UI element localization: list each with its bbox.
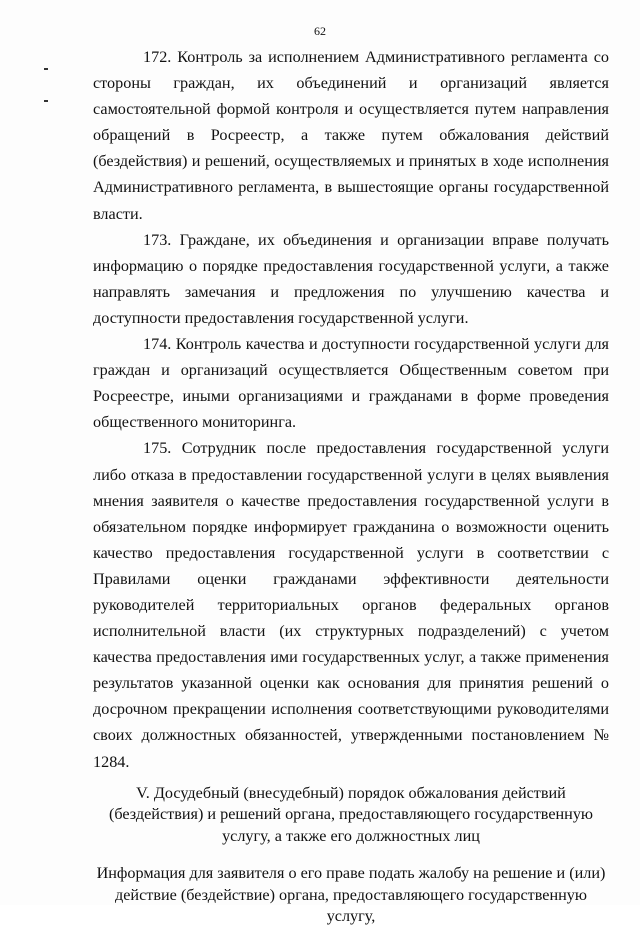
paragraph-172: 172. Контроль за исполнением Административного регламента со стороны граждан, их объединений и организаций является самостоятельной формой контроля и осуществляется путем направления обращений в Росреестр, а также путем обжалования действий (бездействия) и решений, осуществляемых и принятых в ходе исполнения Административного регламента, в вышестоящие органы государственной власти. xyxy=(93,48,609,223)
document-body xyxy=(93,44,609,928)
scan-artifact-mark xyxy=(44,100,48,102)
section-subheading: Информация для заявителя о его праве подать жалобу на решение и (или) действие (бездействие) органа, предоставляющего государственную услугу, xyxy=(96,864,606,926)
page-number: 62 xyxy=(314,24,326,38)
paragraph-175: 175. Сотрудник после предоставления государственной услуги либо отказа в предоставлении государственной услуги в целях выявления мнения заявителя о качестве предоставления государственной услуги в обязательном порядке информирует гражданина о возможности оценить качество предоставления государственной услуги в соответствии с Правилами оценки гражданами эффективности деятельности руководителей территориальных органов федеральных органов исполнительной власти (их структурных подразделений) с учетом качества предоставления ими государственных услуг, а также применения результатов указанной оценки как основания для принятия решений о досрочном прекращении исполнения соответствующими руководителями своих должностных обязанностей, утвержденными постановлением № 1284. xyxy=(93,439,609,771)
scan-artifact-mark xyxy=(44,68,48,70)
section-heading: V. Досудебный (внесудебный) порядок обжалования действий (бездействия) и решений органа, предоставляющего государственную услугу, а также его должностных лиц xyxy=(108,783,594,845)
paragraph-174: 174. Контроль качества и доступности государственной услуги для граждан и организаций осуществляется Общественным советом при Росреестре, иными организациями и гражданами в форме проведения общественного мониторинга. xyxy=(93,335,609,432)
paragraph-173: 173. Граждане, их объединения и организации вправе получать информацию о порядке предоставления государственной услуги, а также направлять замечания и предложения по улучшению качества и доступности предоставления государственной услуги. xyxy=(93,230,609,327)
